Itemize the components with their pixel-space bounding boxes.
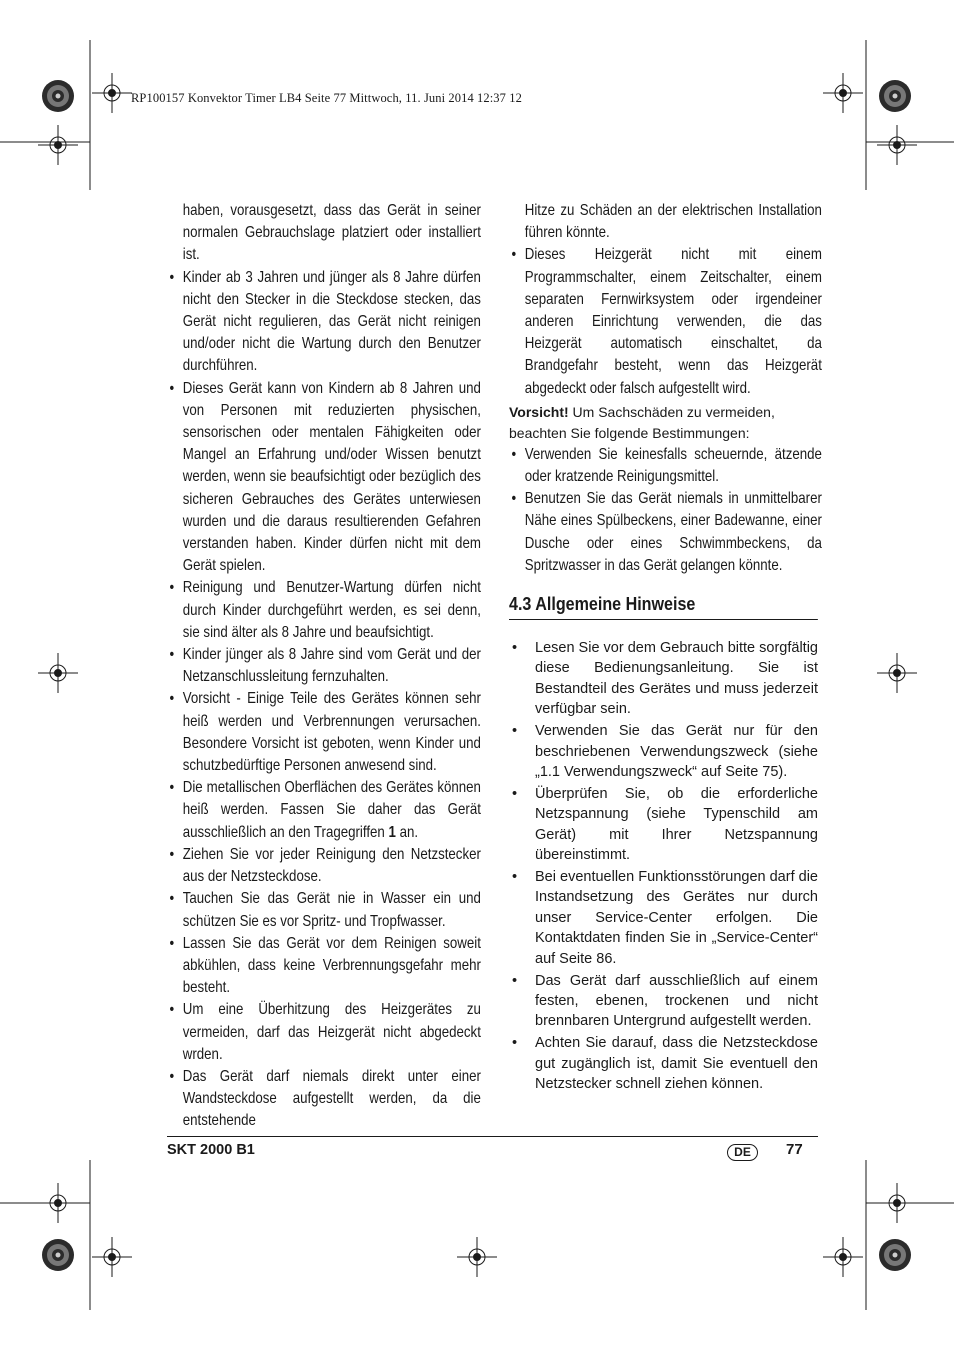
language-badge: DE: [727, 1144, 758, 1161]
section-heading: 4.3 Allgemeine Hinweise: [509, 593, 818, 620]
warning-paragraph: [509, 402, 818, 444]
list-item: • Kinder jünger als 8 Jahre sind vom Gerät und der Netzanschlussleitung fernzuhalten.: [167, 644, 481, 688]
list-item: • Lassen Sie das Gerät vor dem Reinigen soweit abkühlen, dass keine Verbrennungsgefahr mehr besteht.: [167, 933, 481, 1000]
part-reference-number: 1: [388, 823, 396, 841]
right-column: [509, 200, 822, 1096]
left-column: [167, 200, 481, 1133]
list-item: [167, 777, 481, 844]
safety-list: [167, 267, 481, 1133]
list-item: • Verwenden Sie das Gerät nur für den beschriebenen Verwendungszweck (siehe „1.1 Verwendungszweck“ auf Seite 75).: [509, 721, 818, 782]
list-item: • Benutzen Sie das Gerät niemals in unmittelbarer Nähe eines Spülbeckens, einer Badewanne, einer Dusche oder eines Schwimmbeckens, da Spritzwasser in das Gerät gelangen könnte.: [509, 488, 822, 577]
list-item: • Tauchen Sie das Gerät nie in Wasser ein und schützen Sie es vor Spritz- und Tropfwasser.: [167, 888, 481, 932]
footer-model-name: SKT 2000 B1: [167, 1142, 255, 1158]
general-notes: [509, 638, 818, 1094]
list-item: • Das Gerät darf niemals direkt unter einer Wandsteckdose aufgestellt werden, da die entstehende: [167, 1066, 481, 1133]
list-item: • Verwenden Sie keinesfalls scheuernde, ätzende oder kratzende Reinigungsmittel.: [509, 444, 822, 488]
footer-divider: [167, 1136, 818, 1137]
right-column-text: [509, 200, 822, 400]
warning-label: Vorsicht!: [509, 403, 569, 420]
general-notes-list: [509, 638, 818, 1094]
warning-text: Um Sachschäden zu vermeiden, beachten Sie folgende Bestimmungen:: [509, 403, 775, 441]
list-item: • Dieses Heizgerät nicht mit einem Programmschalter, einem Zeitschalter, einem separaten Fernwirksystem oder irgendeiner anderen Einrichtung verwenden, die das Heizgerät automatisch einschaltet, da Brandgefahr besteht, wenn das Heizgerät abgedeckt oder falsch aufgestellt wird.: [509, 244, 822, 399]
left-column-text: [167, 200, 481, 1133]
list-item: • Kinder ab 3 Jahren und jünger als 8 Jahre dürfen nicht den Stecker in die Steckdose stecken, das Gerät nicht regulieren, das Gerät nicht reinigen und/oder nicht die Wartung durch den Benutzer durchführen.: [167, 267, 481, 378]
list-item-suffix: an.: [399, 823, 419, 841]
list-item: • Das Gerät darf ausschließlich auf einem festen, ebenen, trockenen und nicht brennbaren Untergrund aufgestellt werden.: [509, 971, 818, 1032]
list-item: • Ziehen Sie vor jeder Reinigung den Netzstecker aus der Netzsteckdose.: [167, 844, 481, 888]
list-item: • Vorsicht - Einige Teile des Gerätes können sehr heiß werden und Verbrennungen verursachen. Besondere Vorsicht ist geboten, wenn Kinder und schutzbedürftige Personen anwesend sind.: [167, 688, 481, 777]
continued-paragraph: Hitze zu Schäden an der elektrischen Installation führen könnte.: [524, 202, 822, 242]
list-item: • Bei eventuellen Funktionsstörungen darf die Instandsetzung des Gerätes nur durch unser Service-Center erfolgen. Die Kontaktdaten finden Sie in „Service-Center“ auf Seite 86.: [509, 867, 818, 969]
list-item-text: Die metallischen Oberflächen des Gerätes können heiß werden. Fassen Sie daher das Gerät ausschließlich an den Tragegriffen: [182, 779, 481, 841]
list-item: • Reinigung und Benutzer-Wartung dürfen nicht durch Kinder durchgeführt werden, es sei denn, sie sind älter als 8 Jahre und beaufsichtigt.: [167, 577, 481, 644]
list-item: • Um eine Überhitzung des Heizgerätes zu vermeiden, darf das Heizgerät nicht abgedeckt wrden.: [167, 999, 481, 1066]
list-item: • Achten Sie darauf, dass die Netzsteckdose gut zugänglich ist, damit Sie eventuell den Netzstecker schnell ziehen können.: [509, 1033, 818, 1094]
page-number: 77: [786, 1141, 803, 1158]
list-item: • Dieses Gerät kann von Kindern ab 8 Jahren und von Personen mit reduzierten physischen, sensorischen oder mentalen Fähigkeiten oder Mangel an Erfahrung und/oder Wissen benutzt werden, wenn sie beaufsichtigt oder bezüglich des sicheren Gebrauches des Gerätes unterwiesen wurden und die daraus resultierenden Gefahren verstanden haben. Kinder dürfen nicht mit dem Gerät spielen.: [167, 378, 481, 578]
list-item: • Lesen Sie vor dem Gebrauch bitte sorgfältig diese Bedienungsanleitung. Sie ist Bestandteil des Gerätes und muss jederzeit verfügbar sein.: [509, 638, 818, 720]
safety-list: [509, 244, 822, 399]
warning-list: [509, 444, 822, 577]
warning-list-text: [509, 444, 822, 577]
print-header: RP100157 Konvektor Timer LB4 Seite 77 Mittwoch, 11. Juni 2014 12:37 12: [131, 91, 522, 105]
list-item: • Überprüfen Sie, ob die erforderliche Netzspannung (siehe Typenschild am Gerät) mit Ihrer Netzspannung übereinstimmt.: [509, 784, 818, 866]
continued-paragraph: haben, vorausgesetzt, dass das Gerät in seiner normalen Gebrauchslage platziert oder installiert ist.: [182, 202, 481, 264]
